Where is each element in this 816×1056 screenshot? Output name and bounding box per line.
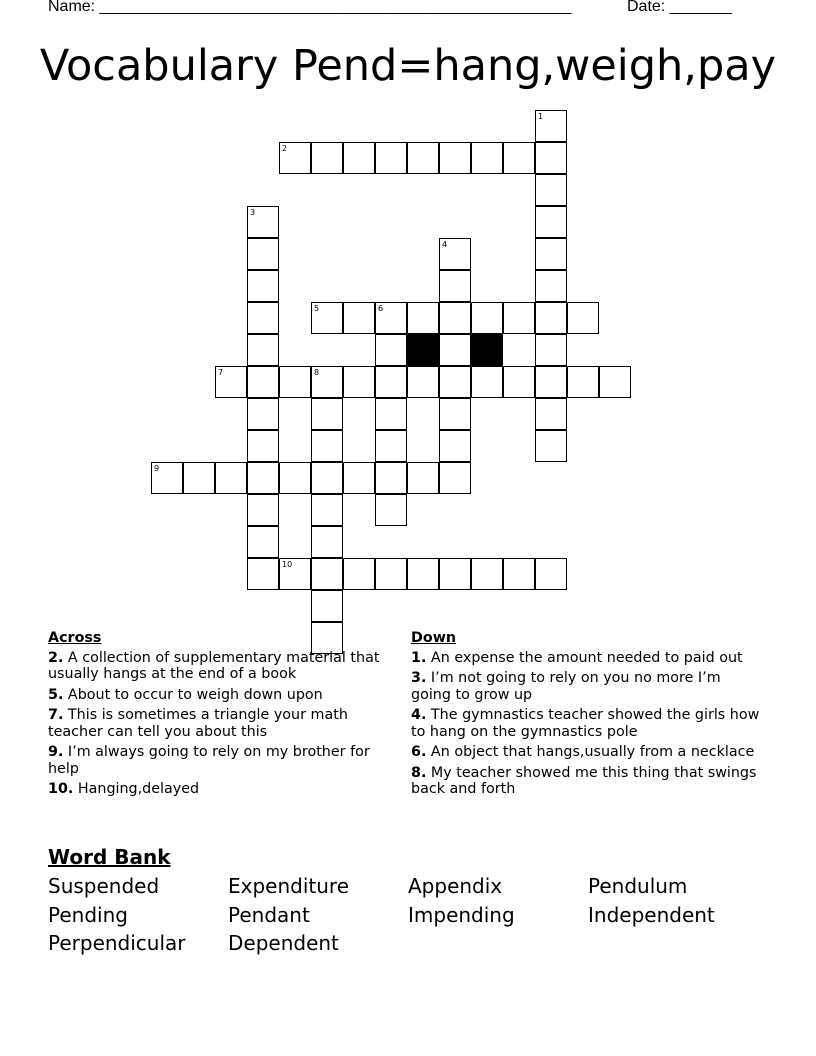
crossword-cell[interactable]	[439, 238, 471, 270]
word-bank-item: Expenditure	[228, 874, 350, 898]
date-field[interactable]: Date: _______	[627, 0, 732, 15]
crossword-cell[interactable]	[247, 462, 279, 494]
crossword-cell[interactable]	[503, 558, 535, 590]
crossword-cell[interactable]	[375, 302, 407, 334]
crossword-cell[interactable]	[535, 398, 567, 430]
crossword-cell[interactable]	[535, 206, 567, 238]
page-title: Vocabulary Pend=hang,weigh,pay	[39, 41, 777, 91]
crossword-cell[interactable]	[375, 334, 407, 366]
across-clues	[48, 630, 393, 802]
clue-text: My teacher showed me this thing that swings back and forth	[411, 764, 757, 797]
clue-text: I’m always going to rely on my brother for help	[48, 744, 370, 777]
across-clue	[48, 650, 393, 683]
crossword-block	[407, 334, 439, 366]
crossword-cell[interactable]	[471, 366, 503, 398]
crossword-cell[interactable]	[247, 398, 279, 430]
crossword-cell[interactable]	[439, 270, 471, 302]
crossword-cell[interactable]	[407, 142, 439, 174]
clue-number-label: 5.	[48, 686, 64, 703]
clue-number-label: 9.	[48, 744, 64, 760]
crossword-cell[interactable]	[439, 302, 471, 334]
clue-number-label: 10.	[48, 781, 74, 797]
crossword-cell[interactable]	[375, 462, 407, 494]
clue-number: 10	[282, 560, 293, 569]
crossword-cell[interactable]	[247, 334, 279, 366]
crossword-cell[interactable]	[439, 334, 471, 366]
crossword-cell[interactable]	[215, 366, 247, 398]
crossword-cell[interactable]	[311, 366, 343, 398]
crossword-cell[interactable]	[247, 366, 279, 398]
crossword-cell[interactable]	[215, 462, 247, 494]
clue-number-label: 3.	[411, 670, 427, 686]
crossword-cell[interactable]	[311, 558, 343, 590]
word-bank-item: Suspended	[48, 874, 160, 898]
clue-number: 7	[218, 368, 224, 377]
down-heading: Down	[411, 630, 457, 646]
crossword-cell[interactable]	[247, 430, 279, 462]
crossword-cell[interactable]	[535, 174, 567, 206]
crossword-cell[interactable]	[439, 366, 471, 398]
clue-number-label: 2.	[48, 649, 64, 666]
crossword-cell[interactable]	[247, 238, 279, 270]
crossword-cell[interactable]	[439, 430, 471, 462]
crossword-cell[interactable]	[375, 142, 407, 174]
crossword-cell[interactable]	[183, 462, 215, 494]
crossword-cell[interactable]	[439, 558, 471, 590]
clue-number: 9	[154, 464, 160, 473]
clue-number-label: 7.	[48, 707, 64, 723]
clue-number-label: 6.	[411, 744, 427, 760]
crossword-cell[interactable]	[375, 558, 407, 590]
crossword-cell[interactable]	[471, 558, 503, 590]
crossword-cell[interactable]	[311, 142, 343, 174]
clue-text: About to occur to weigh down upon	[63, 686, 323, 703]
word-bank-item: Appendix	[408, 874, 503, 898]
crossword-cell[interactable]	[535, 334, 567, 366]
clue-number: 2	[282, 144, 288, 153]
crossword-cell[interactable]	[439, 142, 471, 174]
across-clue	[48, 781, 393, 798]
crossword-cell[interactable]	[535, 142, 567, 174]
down-clue	[411, 707, 761, 740]
down-clues	[411, 630, 761, 802]
crossword-cell[interactable]	[375, 398, 407, 430]
crossword-cell[interactable]	[311, 462, 343, 494]
down-clue	[411, 650, 761, 667]
crossword-cell[interactable]	[247, 270, 279, 302]
crossword-cell[interactable]	[247, 302, 279, 334]
crossword-cell[interactable]	[247, 206, 279, 238]
clue-number: 8	[314, 368, 320, 377]
crossword-cell[interactable]	[407, 302, 439, 334]
word-bank-item: Pendulum	[588, 874, 688, 898]
crossword-cell[interactable]	[343, 366, 375, 398]
crossword-cell[interactable]	[279, 462, 311, 494]
across-clue	[48, 687, 393, 704]
crossword-cell[interactable]	[535, 270, 567, 302]
clue-number: 4	[442, 240, 448, 249]
clue-text: An expense the amount needed to paid out	[426, 649, 743, 666]
crossword-cell[interactable]	[407, 558, 439, 590]
clue-number: 1	[538, 112, 544, 121]
crossword-cell[interactable]	[311, 398, 343, 430]
crossword-cell[interactable]	[311, 590, 343, 622]
crossword-cell[interactable]	[567, 302, 599, 334]
crossword-cell[interactable]	[311, 494, 343, 526]
clue-text: The gymnastics teacher showed the girls how to hang on the gymnastics pole	[411, 707, 760, 740]
clue-text: A collection of supplementary material that usually hangs at the end of a book	[48, 649, 380, 682]
crossword-cell[interactable]	[279, 558, 311, 590]
crossword-cell[interactable]	[535, 238, 567, 270]
clue-text: This is sometimes a triangle your math teacher can tell you about this	[48, 707, 348, 740]
word-bank-item: Pendant	[228, 902, 310, 927]
crossword-cell[interactable]	[343, 558, 375, 590]
crossword-cell[interactable]	[343, 302, 375, 334]
crossword-cell[interactable]	[247, 494, 279, 526]
clue-number-label: 4.	[411, 707, 427, 723]
crossword-cell[interactable]	[535, 110, 567, 142]
name-field[interactable]: Name: _____________________________________________________	[48, 0, 572, 15]
word-bank-item: Dependent	[228, 931, 339, 955]
crossword-cell[interactable]	[279, 142, 311, 174]
crossword-cell[interactable]	[407, 366, 439, 398]
crossword-cell[interactable]	[311, 430, 343, 462]
clue-text: An object that hangs,usually from a necklace	[426, 744, 755, 760]
crossword-cell[interactable]	[471, 142, 503, 174]
crossword-cell[interactable]	[279, 366, 311, 398]
word-bank	[48, 872, 768, 958]
crossword-cell[interactable]	[503, 142, 535, 174]
crossword-cell[interactable]	[439, 462, 471, 494]
crossword-cell[interactable]	[535, 430, 567, 462]
clue-number: 5	[314, 304, 320, 313]
across-clue	[48, 744, 393, 777]
crossword-cell[interactable]	[247, 526, 279, 558]
crossword-cell[interactable]	[471, 302, 503, 334]
down-clue	[411, 765, 761, 798]
crossword-cell[interactable]	[503, 366, 535, 398]
across-clue	[48, 707, 393, 740]
word-bank-item: Impending	[408, 902, 515, 927]
crossword-cell[interactable]	[535, 558, 567, 590]
clue-number-label: 1.	[411, 649, 427, 666]
word-bank-title: Word Bank	[48, 845, 171, 869]
crossword-cell[interactable]	[311, 526, 343, 558]
clue-text: I’m not going to rely on you no more I’m going to grow up	[411, 670, 721, 703]
crossword-cell[interactable]	[311, 302, 343, 334]
crossword-cell[interactable]	[503, 302, 535, 334]
word-bank-item: Perpendicular	[48, 931, 186, 955]
crossword-cell[interactable]	[599, 366, 631, 398]
crossword-cell[interactable]	[151, 462, 183, 494]
word-bank-item: Independent	[588, 902, 715, 927]
crossword-cell[interactable]	[407, 462, 439, 494]
crossword-cell[interactable]	[535, 366, 567, 398]
crossword-cell[interactable]	[343, 462, 375, 494]
clue-text: Hanging,delayed	[73, 781, 200, 797]
crossword-cell[interactable]	[247, 558, 279, 590]
crossword-cell[interactable]	[567, 366, 599, 398]
down-clue	[411, 670, 761, 703]
clue-number-label: 8.	[411, 764, 427, 781]
clue-number: 6	[378, 304, 384, 313]
down-clue	[411, 744, 761, 761]
crossword-block	[471, 334, 503, 366]
word-bank-item: Pending	[48, 902, 128, 927]
crossword-cell[interactable]	[535, 302, 567, 334]
crossword-cell[interactable]	[375, 366, 407, 398]
crossword-cell[interactable]	[439, 398, 471, 430]
across-heading: Across	[48, 630, 102, 646]
crossword-cell[interactable]	[375, 430, 407, 462]
crossword-cell[interactable]	[375, 494, 407, 526]
clue-number: 3	[250, 208, 256, 217]
crossword-cell[interactable]	[343, 142, 375, 174]
